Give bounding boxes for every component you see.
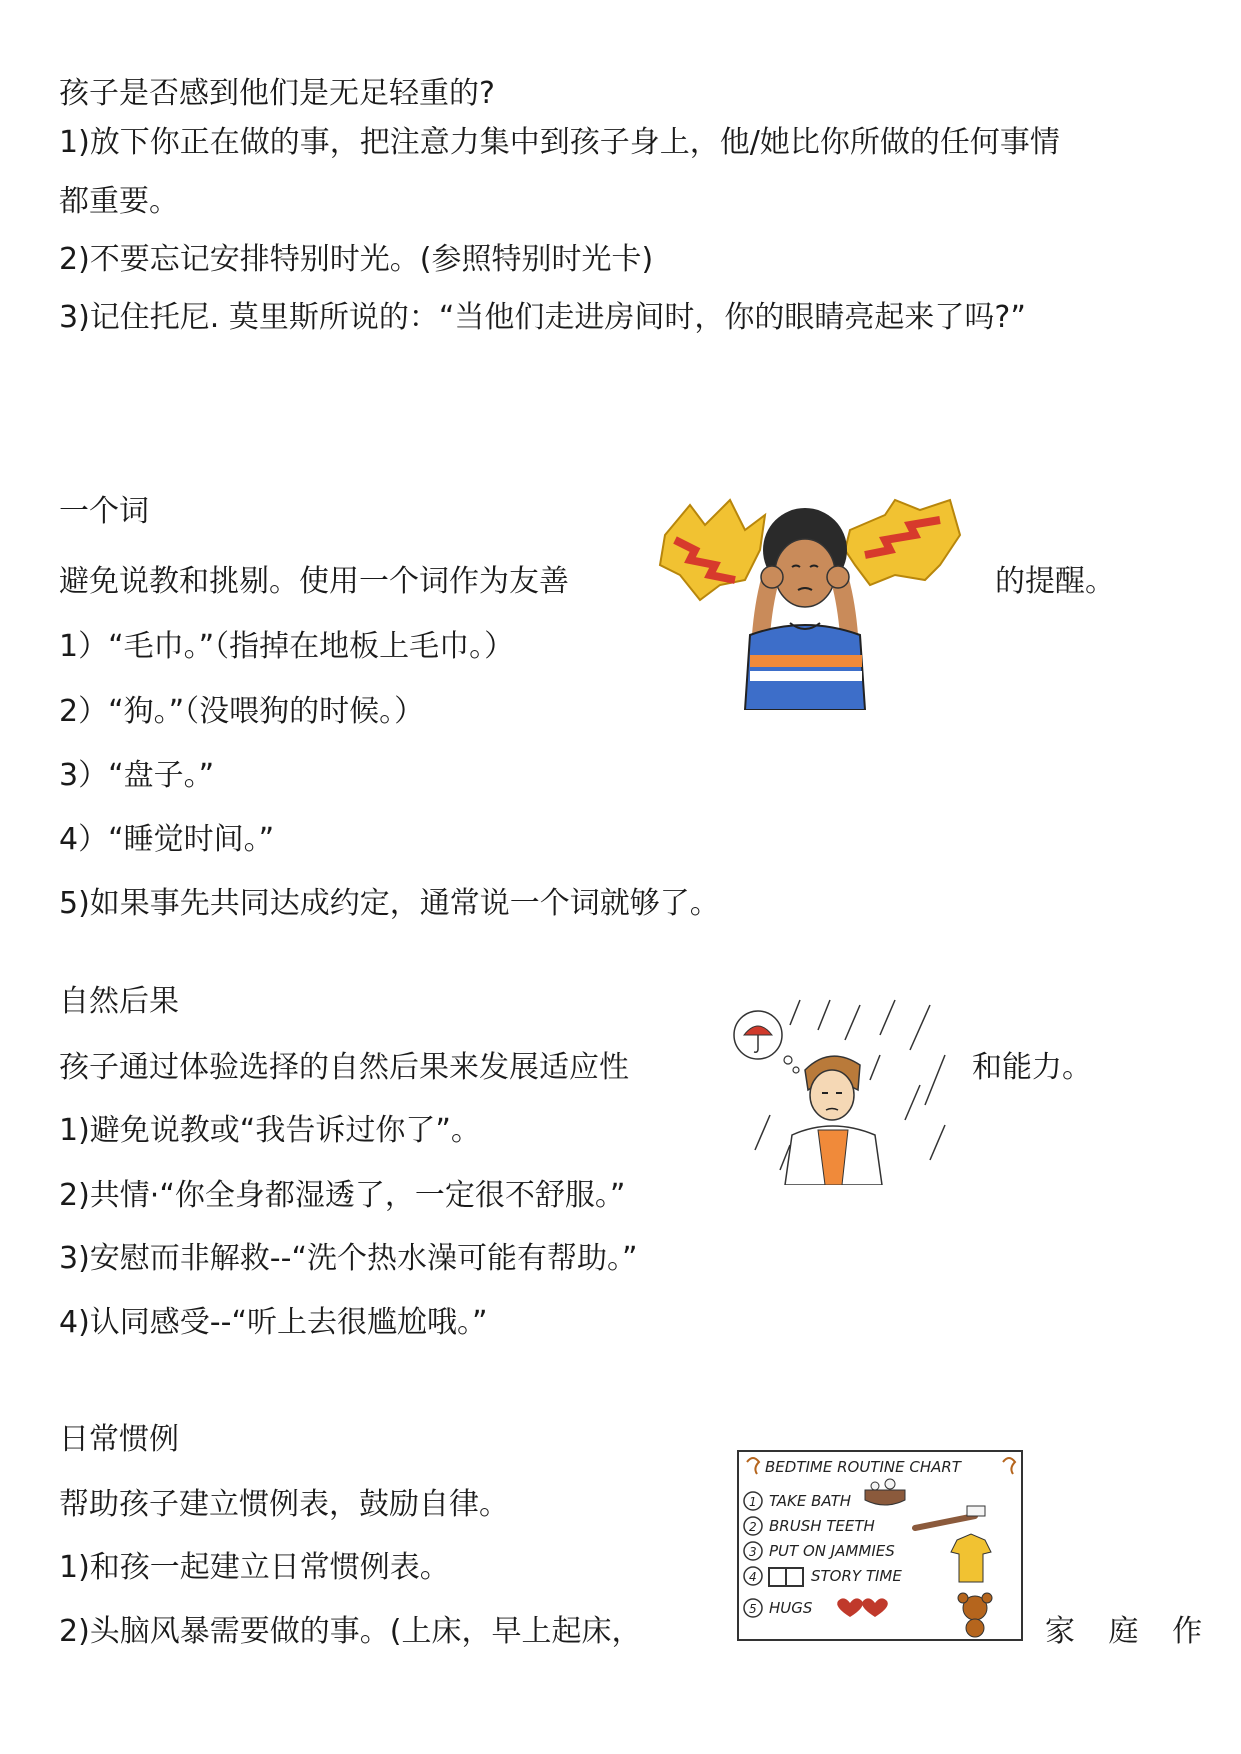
svg-text:5: 5 xyxy=(749,1602,757,1616)
one-word-heading: 一个词 xyxy=(59,494,149,529)
svg-text:PUT ON JAMMIES: PUT ON JAMMIES xyxy=(769,1542,895,1560)
natural-consequences-item-1: 1)避免说教或“我告诉过你了”。 xyxy=(59,1113,481,1148)
boy-covering-ears-illustration xyxy=(650,495,970,710)
svg-text:1: 1 xyxy=(749,1495,757,1509)
svg-text:4: 4 xyxy=(749,1570,757,1584)
svg-text:2: 2 xyxy=(749,1520,757,1534)
one-word-item-3: 3）“盘子。” xyxy=(59,758,215,793)
insignificance-item-2: 2)不要忘记安排特别时光。(参照特别时光卡) xyxy=(59,242,654,277)
svg-text:STORY TIME: STORY TIME xyxy=(811,1567,902,1585)
one-word-item-1: 1）“毛巾。”（指掉在地板上毛巾。） xyxy=(59,629,515,664)
one-word-intro-start: 避免说教和挑剔。使用一个词作为友善 xyxy=(59,564,569,599)
routines-heading: 日常惯例 xyxy=(59,1422,179,1457)
one-word-item-4: 4）“睡觉时间。” xyxy=(59,822,275,857)
insignificance-item-1-line-1: 1)放下你正在做的事，把注意力集中到孩子身上，他/她比你所做的任何事情 xyxy=(59,125,1060,160)
natural-consequences-heading: 自然后果 xyxy=(59,984,179,1019)
insignificance-item-1-line-2: 都重要。 xyxy=(59,184,179,219)
natural-consequences-item-2: 2)共情·“你全身都湿透了，一定很不舒服。” xyxy=(59,1178,626,1213)
bedtime-routine-chart-illustration xyxy=(735,1448,1025,1643)
natural-consequences-item-3: 3)安慰而非解救--“洗个热水澡可能有帮助。” xyxy=(59,1241,638,1276)
routines-item-2-start: 2)头脑风暴需要做的事。(上床，早上起床， xyxy=(59,1614,642,1649)
insignificance-item-3: 3)记住托尼. 莫里斯所说的：“当他们走进房间时，你的眼睛亮起来了吗?” xyxy=(59,300,1026,335)
svg-text:BRUSH TEETH: BRUSH TEETH xyxy=(769,1517,875,1535)
svg-text:TAKE BATH: TAKE BATH xyxy=(769,1492,852,1510)
svg-text:3: 3 xyxy=(749,1545,757,1559)
natural-consequences-intro-start: 孩子通过体验选择的自然后果来发展适应性 xyxy=(59,1050,629,1085)
svg-text:HUGS: HUGS xyxy=(769,1599,813,1617)
one-word-item-5: 5)如果事先共同达成约定，通常说一个词就够了。 xyxy=(59,886,720,921)
bedtime-chart-title: BEDTIME ROUTINE CHART xyxy=(765,1458,961,1476)
rain-kid-illustration xyxy=(730,995,955,1185)
natural-consequences-item-4: 4)认同感受--“听上去很尴尬哦。” xyxy=(59,1305,488,1340)
natural-consequences-intro-end: 和能力。 xyxy=(972,1050,1092,1085)
routines-item-1: 1)和孩一起建立日常惯例表。 xyxy=(59,1550,450,1585)
bedtime-step-5 xyxy=(744,1599,813,1617)
one-word-intro-end: 的提醒。 xyxy=(995,564,1115,599)
routines-item-2-end: 家 庭 作 xyxy=(1045,1614,1215,1649)
section-question: 孩子是否感到他们是无足轻重的? xyxy=(59,76,495,111)
routines-intro: 帮助孩子建立惯例表，鼓励自律。 xyxy=(59,1487,509,1522)
one-word-item-2: 2）“狗。”（没喂狗的时候。） xyxy=(59,694,425,729)
